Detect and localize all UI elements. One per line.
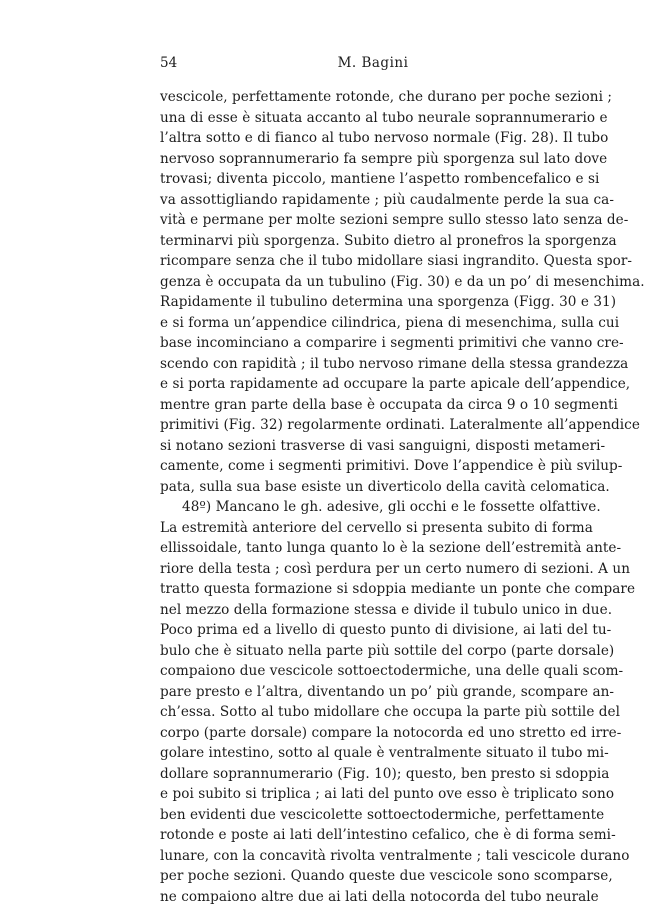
text-line: ch’essa. Sotto al tubo midollare che occupa la parte più sottile del xyxy=(160,702,586,723)
page-header xyxy=(160,52,586,74)
page-number: 54 xyxy=(160,52,177,74)
text-line: camente, come i segmenti primitivi. Dove l’appendice è più svilup- xyxy=(160,456,586,477)
text-line: ellissoidale, tanto lunga quanto lo è la sezione dell’estremità ante- xyxy=(160,538,586,559)
text-line: e si forma un’appendice cilindrica, piena di mesenchima, sulla cui xyxy=(160,313,586,334)
text-line: rotonde e poste ai lati dell’intestino cefalico, che è di forma semi- xyxy=(160,825,586,846)
text-line: e si porta rapidamente ad occupare la parte apicale dell’appendice, xyxy=(160,374,586,395)
text-line: pare presto e l’altra, diventando un po’ più grande, scompare an- xyxy=(160,682,586,703)
text-line: corpo (parte dorsale) compare la notocorda ed uno stretto ed irre- xyxy=(160,723,586,744)
text-line: ricompare senza che il tubo midollare siasi ingrandito. Questa spor- xyxy=(160,251,586,272)
text-line: primitivi (Fig. 32) regolarmente ordinati. Lateralmente all’appendice xyxy=(160,415,586,436)
text-line: nel mezzo della formazione stessa e divide il tubulo unico in due. xyxy=(160,600,586,621)
text-line: Rapidamente il tubulino determina una sporgenza (Figg. 30 e 31) xyxy=(160,292,586,313)
text-line: riore della testa ; così perdura per un certo numero di sezioni. A un xyxy=(160,559,586,580)
text-line: mentre gran parte della base è occupata da circa 9 o 10 segmenti xyxy=(160,395,586,416)
text-line: base incominciano a comparire i segmenti primitivi che vanno cre- xyxy=(160,333,586,354)
text-line: pata, sulla sua base esiste un diverticolo della cavità celomatica. xyxy=(160,477,586,498)
text-line: Poco prima ed a livello di questo punto di divisione, ai lati del tu- xyxy=(160,620,586,641)
text-line: si notano sezioni trasverse di vasi sanguigni, disposti metameri- xyxy=(160,436,586,457)
text-line: golare intestino, sotto al quale è ventralmente situato il tubo mi- xyxy=(160,743,586,764)
text-line: va assottigliando rapidamente ; più caudalmente perde la sua ca- xyxy=(160,190,586,211)
text-line: e poi subito si triplica ; ai lati del punto ove esso è triplicato sono xyxy=(160,784,586,805)
text-line: nervoso soprannumerario fa sempre più sporgenza sul lato dove xyxy=(160,149,586,170)
running-head: M. Bagini xyxy=(160,52,586,74)
text-line: bulo che è situato nella parte più sottile del corpo (parte dorsale) xyxy=(160,641,586,662)
text-line: scendo con rapidità ; il tubo nervoso rimane della stessa grandezza xyxy=(160,354,586,375)
text-line: vescicole, perfettamente rotonde, che durano per poche sezioni ; xyxy=(160,87,586,108)
text-line: tratto questa formazione si sdoppia mediante un ponte che compare xyxy=(160,579,586,600)
text-line: per poche sezioni. Quando queste due vescicole sono scomparse, xyxy=(160,866,586,887)
text-line: trovasi; diventa piccolo, mantiene l’aspetto rombencefalico e si xyxy=(160,169,586,190)
text-line: terminarvi più sporgenza. Subito dietro al pronefros la sporgenza xyxy=(160,231,586,252)
text-line: ben evidenti due vescicolette sottoectodermiche, perfettamente xyxy=(160,805,586,826)
text-line: lunare, con la concavità rivolta ventralmente ; tali vescicole durano xyxy=(160,846,586,867)
text-line: l’altra sotto e di fianco al tubo nervoso normale (Fig. 28). Il tubo xyxy=(160,128,586,149)
body-text xyxy=(160,87,586,907)
text-line: genza è occupata da un tubulino (Fig. 30) e da un po’ di mesenchima. xyxy=(160,272,586,293)
text-line: La estremità anteriore del cervello si presenta subito di forma xyxy=(160,518,586,539)
text-line: vità e permane per molte sezioni sempre sullo stesso lato senza de- xyxy=(160,210,586,231)
paragraph-start-line: 48º) Mancano le gh. adesive, gli occhi e le fossette olfattive. xyxy=(160,497,586,518)
text-line: una di esse è situata accanto al tubo neurale soprannumerario e xyxy=(160,108,586,129)
text-line: ne compaiono altre due ai lati della notocorda del tubo neurale xyxy=(160,887,586,907)
text-line: compaiono due vescicole sottoectodermiche, una delle quali scom- xyxy=(160,661,586,682)
text-line: dollare soprannumerario (Fig. 10); questo, ben presto si sdoppia xyxy=(160,764,586,785)
